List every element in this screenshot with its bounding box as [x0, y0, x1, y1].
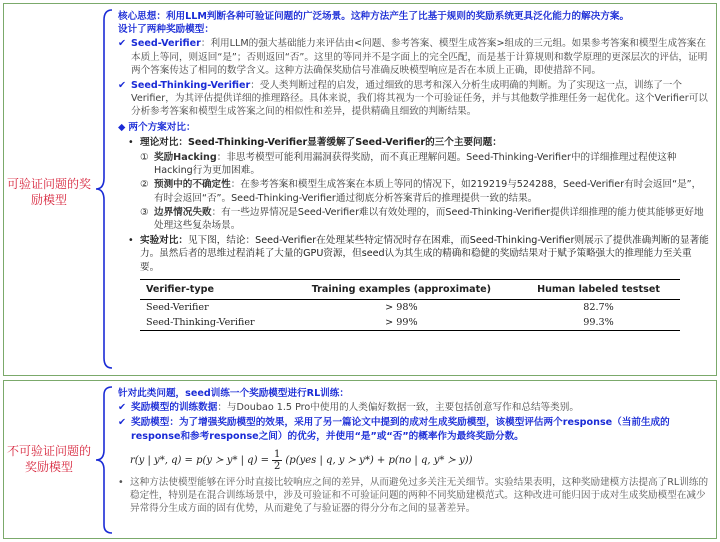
section2-content	[118, 387, 710, 515]
theory-bullet	[118, 136, 710, 149]
verifier2-item	[118, 79, 710, 119]
section-label-verifiable: 可验证问题的奖励模型	[6, 177, 91, 207]
checkmark-icon: ✔	[118, 417, 127, 429]
section-label-non-verifiable: 不可验证问题的奖励模型	[6, 444, 91, 474]
checkmark-icon: ✔	[118, 38, 127, 50]
formula-rhs: (p(yes | q, y ≻ y*) + p(no | q, y* ≻ y))	[285, 454, 473, 466]
table-header: Verifier-type	[140, 279, 286, 299]
training-data-lead: 奖励模型的训练数据	[131, 402, 218, 414]
table-header: Training examples (approximate)	[286, 279, 517, 299]
reward-model-lead: 奖励模型	[131, 417, 170, 429]
method-note-text: 这种方法使模型能够在评分时直接比较响应之间的差异，从而避免过多关注无关细节。实验结果表明，这种奖励建模方法提高了RL训练的稳定性，特别是在混合训练场景中，涉及可验证和不可验证问题的两种不同奖励建模范式。这种改进可能归因于成对生成奖励模型在减少异常得分生成方面的固有优势，从而避免了与验证器的得分分布之间的显著差异。	[130, 476, 709, 515]
verifier-comparison-table	[140, 279, 680, 332]
core-idea: 核心思想：利用LLM判断各种可验证问题的广泛场景。这种方法产生了比基于规则的奖励系统更具泛化能力的解决方案。	[118, 11, 630, 22]
issue-number: ③	[140, 206, 149, 218]
experiment-bullet	[118, 234, 710, 274]
curly-brace-icon	[94, 385, 116, 535]
issue-title: 边界情况失败	[154, 206, 212, 218]
reward-formula	[130, 449, 710, 472]
issue-number: ②	[140, 179, 149, 191]
training-data-item	[118, 401, 710, 414]
issue-text: ：非思考模型可能利用漏洞获得奖励，而不真正理解问题。Seed-Thinking-Verifier中的详细推理过程使这种Hacking行为更加困难。	[154, 152, 677, 177]
formula-fraction	[272, 449, 282, 472]
experiment-text: 见下图，结论：Seed-Verifier在处理某些特定情况时存在困难，而Seed-Thinking-Verifier则展示了提供准确判断的显著能力。虽然后者的思维过程消耗了大量的GPU资源，但seed认为其生成的精确和稳健的奖励结果对于赋予策略强大的推理能力至关重要。	[140, 235, 709, 273]
section-non-verifiable	[3, 380, 717, 539]
issue-title: 预测中的不确定性	[154, 179, 231, 191]
compare-title-row	[118, 121, 710, 134]
table-row	[140, 315, 680, 331]
reward-model-text: ：为了增强奖励模型的效果，采用了另一篇论文中提到的成对生成奖励模型，该模型评估两个response（当前生成的response和参考response之间）的优劣，并使用“是”或“否”的概率作为最终奖励分数。	[131, 417, 670, 442]
training-data-text: ：与Doubao 1.5 Pro中使用的人类偏好数据一致，主要包括创意写作和总结等类别。	[217, 402, 579, 414]
section1-content	[118, 10, 710, 331]
table-cell: > 99%	[286, 315, 517, 331]
issue-text: ：有一些边界情况是Seed-Verifier难以有效处理的，而Seed-Thinking-Verifier提供详细推理的能力使其能够更好地处理这些复杂场景。	[154, 206, 704, 232]
curly-brace-icon	[94, 8, 116, 370]
bullet-icon: •	[128, 235, 134, 247]
formula-numerator: 1	[274, 448, 281, 460]
theory-text: Seed-Thinking-Verifier显著缓解了Seed-Verifier的三个主要问题：	[187, 136, 502, 148]
formula-denominator: 2	[274, 460, 281, 472]
table-cell: 82.7%	[583, 302, 614, 314]
table-cell: > 98%	[385, 302, 418, 314]
method-note	[118, 476, 710, 516]
experiment-lead: 实验对比：	[140, 235, 188, 247]
table-cell: 99.3%	[517, 315, 680, 331]
issue-title: 奖励Hacking	[154, 152, 217, 164]
table-row	[140, 300, 680, 316]
issue-item	[118, 151, 710, 177]
verifier1-desc: ：利用LLM的强大基础能力来评估由<问题、参考答案、模型生成答案>组成的三元组。如果参考答案和模型生成答案在本质上等同，则返回“是”；否则返回“否”。这里的等同并不是字面上的完全匹配，而是基于计算规则和数学原理的更深层次的评估，证明两个答案传达了相同的数学含义。这种方法确保奖励信号准确反映模型响应是否在本质上正确，即使措辞不同。	[131, 38, 708, 76]
issue-number: ①	[140, 152, 149, 164]
bullet-icon: •	[128, 136, 134, 148]
formula-lhs: r(y | y*, q) = p(y ≻ y* | q) =	[130, 454, 270, 466]
table-cell: Seed-Thinking-Verifier	[140, 315, 286, 331]
section-verifiable	[3, 3, 717, 376]
checkmark-icon: ✔	[118, 80, 127, 92]
design-intro: 设计了两种奖励模型：	[118, 24, 214, 36]
theory-lead: 理论对比：	[140, 136, 188, 148]
verifier1-item	[118, 37, 710, 77]
verifier1-name: Seed-Verifier	[131, 38, 201, 50]
table-header: Human labeled testset	[517, 279, 680, 299]
issue-item	[118, 206, 710, 232]
verifier2-name: Seed-Thinking-Verifier	[131, 80, 251, 92]
table-cell: Seed-Verifier	[146, 302, 209, 314]
issue-item	[118, 178, 710, 204]
checkmark-icon: ✔	[118, 402, 127, 414]
section2-intro: 针对此类问题，seed训练一个奖励模型进行RL训练：	[118, 388, 349, 399]
table-header-row	[140, 279, 680, 299]
reward-model-item	[118, 416, 710, 442]
bullet-icon: •	[118, 476, 124, 488]
verifier2-desc: ：受人类判断过程的启发，通过细致的思考和深入分析生成明确的判断。为了实现这一点，训练了一个Verifier，为其评估提供详细的推理路径。具体来说，我们将其视为一个可验证任务，并与其他数学推理任务一起优化。这个Verifier可以分析参考答案和模型生成答案之间的相似性和差异，提供精确且细致的判断结果。	[131, 80, 708, 118]
diamond-icon: ◆	[118, 121, 126, 133]
compare-title: 两个方案对比：	[128, 121, 196, 133]
issue-text: ：在参考答案和模型生成答案在本质上等同的情况下，如219219与524288，Seed-Verifier有时会返回“是”，有时会返回“否”。Seed-Thinking-Verifier通过彻底分析答案背后的推理提供一致的结果。	[154, 179, 702, 204]
